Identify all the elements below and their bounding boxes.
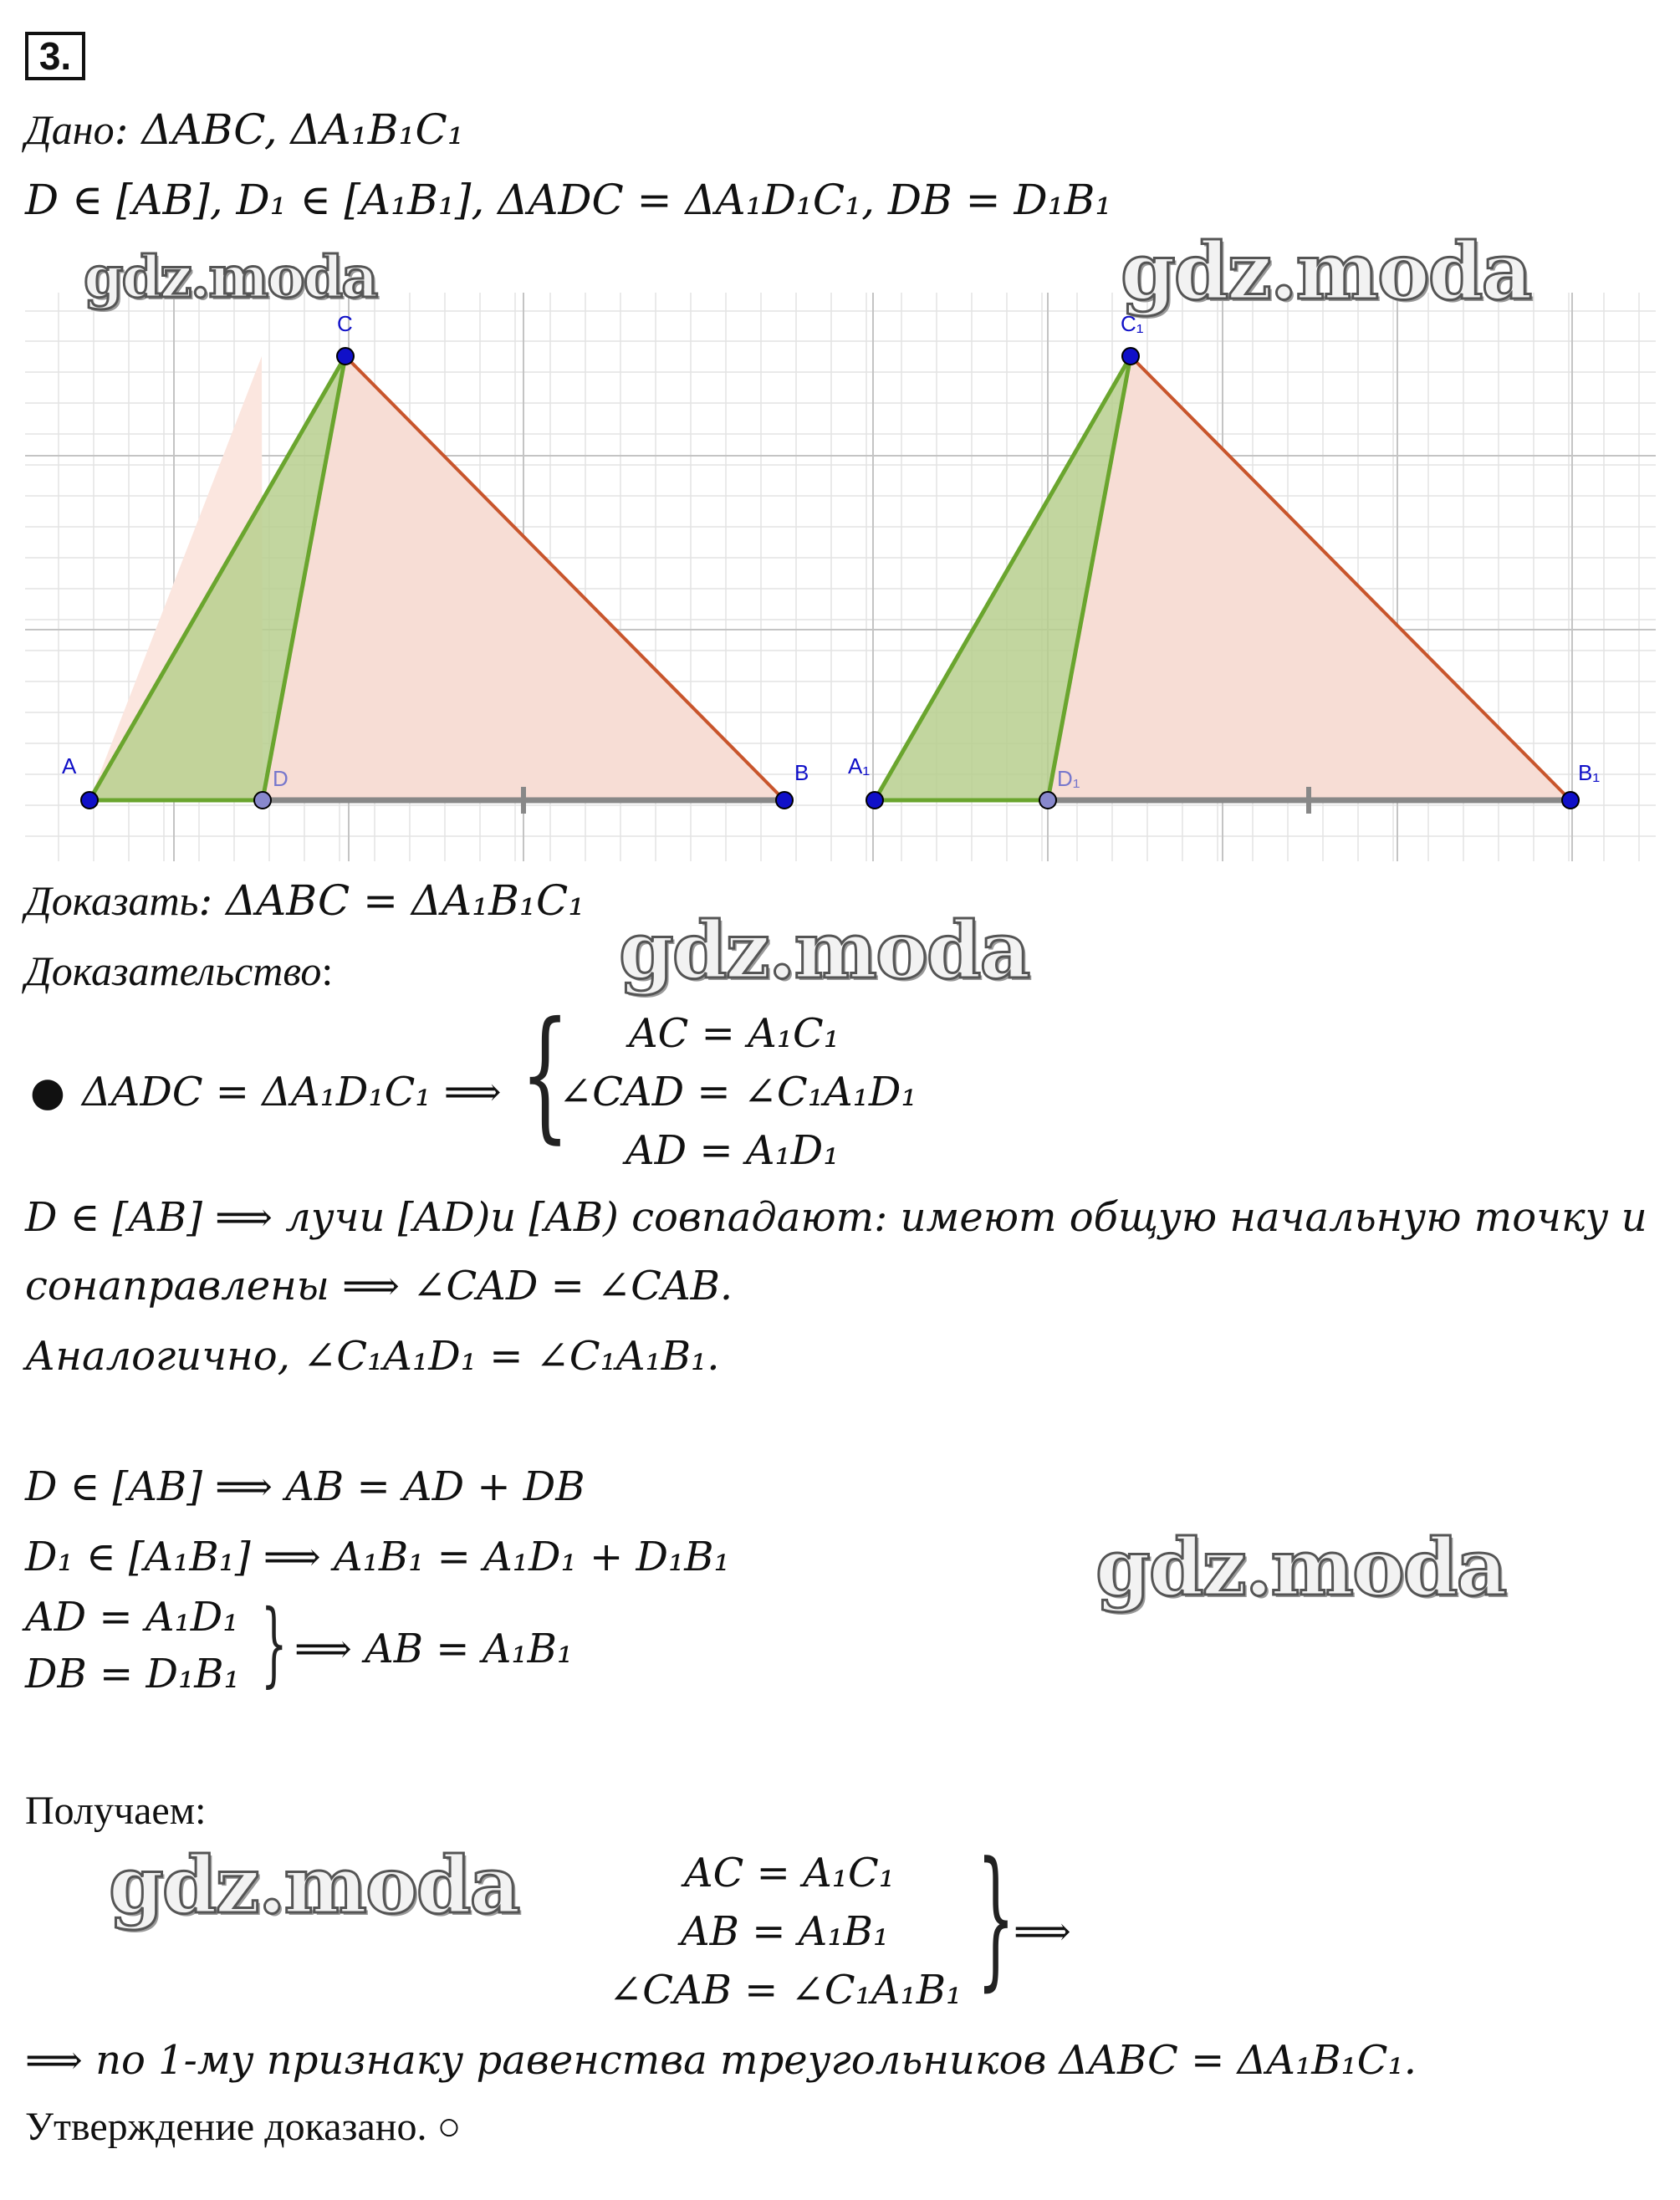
- label-a: A: [62, 753, 77, 778]
- final-eq-2: AB = A₁B₁: [681, 1908, 890, 1955]
- equality-b: DB = D₁B₁: [25, 1651, 240, 1697]
- triangle-a1b1c1: [848, 311, 1600, 814]
- equality-a: AD = A₁D₁: [25, 1594, 239, 1641]
- point-d1: [1039, 792, 1056, 809]
- final-eq-3: ∠CAB = ∠C₁A₁B₁: [609, 1967, 963, 2014]
- label-c1: C₁: [1121, 311, 1144, 336]
- step1-eq-1: AC = A₁C₁: [629, 1010, 840, 1057]
- watermark-1: gdz.moda: [84, 244, 377, 311]
- triangle-figure: [25, 284, 1656, 861]
- given-triangles: : ΔABC, ΔA₁B₁C₁: [114, 105, 464, 154]
- problem-number: 3.: [25, 32, 85, 80]
- proof-heading: [25, 947, 333, 995]
- watermark-2: gdz.moda: [1121, 226, 1531, 318]
- label-c: C: [337, 311, 353, 336]
- prove-line: [25, 876, 585, 925]
- equality-brace: }: [261, 1590, 288, 1697]
- final-brace: }: [977, 1830, 1015, 2005]
- get-label: Получаем:: [25, 1789, 207, 1833]
- proof-colon: :: [321, 947, 334, 994]
- point-b1: [1562, 792, 1579, 809]
- label-b: B: [794, 760, 809, 785]
- rays-line-2: сонаправлены ⟹ ∠CAD = ∠CAB.: [25, 1263, 733, 1309]
- label-d1: D₁: [1057, 766, 1080, 791]
- point-a1: [866, 792, 883, 809]
- final-eq-1: AC = A₁C₁: [684, 1850, 895, 1896]
- given-line-2: D ∈ [AB], D₁ ∈ [A₁B₁], ΔADC = ΔA₁D₁C₁, DB = D₁B₁: [25, 176, 1112, 224]
- watermark-4: gdz.moda: [1095, 1522, 1506, 1614]
- point-c1: [1122, 348, 1139, 365]
- watermark-5: gdz.moda: [109, 1840, 519, 1932]
- triangle-d1c1b1-fill: [1048, 356, 1570, 800]
- label-b1: B₁: [1578, 760, 1601, 785]
- similar-line: Аналогично, ∠C₁A₁D₁ = ∠C₁A₁B₁.: [25, 1333, 720, 1380]
- point-b: [776, 792, 793, 809]
- proof-bullet: ●: [30, 1069, 65, 1115]
- prove-label: Доказать: [25, 877, 199, 924]
- end-line: Утверждение доказано. ○: [25, 2105, 462, 2149]
- point-d: [254, 792, 271, 809]
- step1-left: ΔADC = ΔA₁D₁C₁ ⟹: [82, 1069, 502, 1115]
- equality-result: ⟹ AB = A₁B₁: [294, 1626, 574, 1672]
- given-line-1: [25, 105, 464, 154]
- final-arrow: ⟹: [1014, 1908, 1071, 1955]
- sum-line-1: D ∈ [AB] ⟹ AB = AD + DB: [25, 1463, 585, 1510]
- conclusion-line: ⟹ по 1-му признаку равенства треугольников ΔABC = ΔA₁B₁C₁.: [25, 2037, 1417, 2084]
- proof-label: Доказательство: [25, 947, 322, 994]
- step1-brace: {: [520, 992, 570, 1157]
- prove-statement: : ΔABC = ΔA₁B₁C₁: [198, 876, 585, 925]
- given-label: Дано: [25, 106, 115, 153]
- label-d: D: [273, 766, 289, 791]
- step1-eq-2: ∠CAD = ∠C₁A₁D₁: [559, 1069, 917, 1115]
- rays-line-1: D ∈ [AB] ⟹ лучи [AD)и [AB) совпадают: имеют общую начальную точку и: [25, 1194, 1647, 1241]
- point-a: [81, 792, 98, 809]
- watermark-3: gdz.moda: [619, 905, 1029, 997]
- sum-line-2: D₁ ∈ [A₁B₁] ⟹ A₁B₁ = A₁D₁ + D₁B₁: [25, 1534, 730, 1580]
- label-a1: A₁: [848, 753, 871, 778]
- point-c: [337, 348, 354, 365]
- step1-eq-3: AD = A₁D₁: [626, 1127, 840, 1174]
